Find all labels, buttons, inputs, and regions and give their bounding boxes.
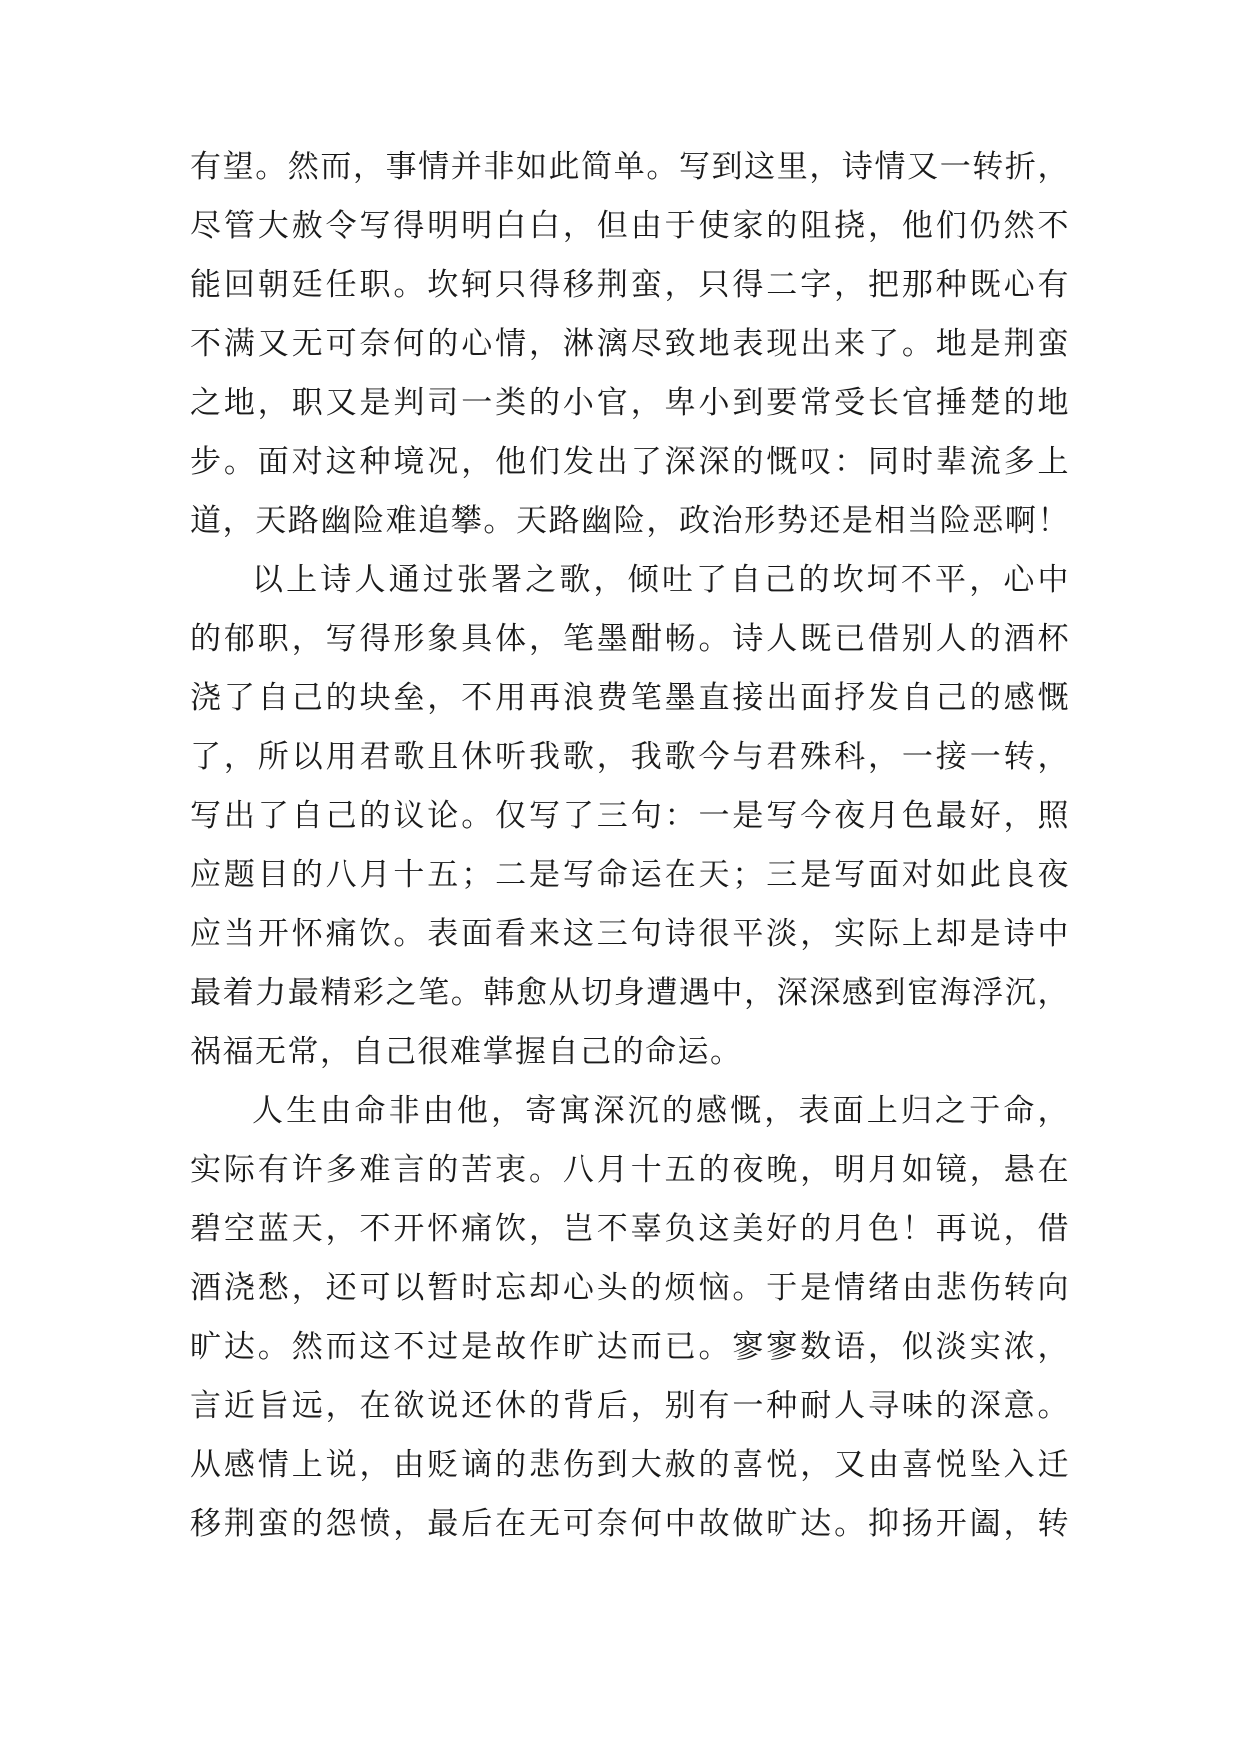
text-line: 有望。然而，事情并非如此简单。写到这里，诗情又一转折， [190, 149, 1070, 185]
text-line: 了，所以用君歌且休听我歌，我歌今与君殊科，一接一转， [190, 739, 1070, 775]
text-line: 道，天路幽险难追攀。天路幽险，政治形势还是相当险恶啊！ [190, 503, 1070, 539]
paragraph-2 [190, 551, 1070, 1082]
text-line: 以上诗人通过张署之歌，倾吐了自己的坎坷不平，心中 [252, 562, 1070, 598]
document-page [190, 138, 1070, 1554]
text-line: 应题目的八月十五；二是写命运在天；三是写面对如此良夜 [190, 857, 1070, 893]
paragraph-3 [190, 1082, 1070, 1554]
text-line: 移荆蛮的怨愤，最后在无可奈何中故做旷达。抑扬开阖，转 [190, 1506, 1070, 1542]
text-line: 祸福无常，自己很难掌握自己的命运。 [190, 1034, 743, 1070]
text-line: 不满又无可奈何的心情，淋漓尽致地表现出来了。地是荆蛮 [190, 326, 1070, 362]
text-line: 实际有许多难言的苦衷。八月十五的夜晚，明月如镜，悬在 [190, 1152, 1070, 1188]
text-line: 步。面对这种境况，他们发出了深深的慨叹：同时辈流多上 [190, 444, 1070, 480]
text-line: 之地，职又是判司一类的小官，卑小到要常受长官捶楚的地 [190, 385, 1070, 421]
text-line: 人生由命非由他，寄寓深沉的感慨，表面上归之于命， [252, 1093, 1070, 1129]
text-line: 旷达。然而这不过是故作旷达而已。寥寥数语，似淡实浓， [190, 1329, 1070, 1365]
paragraph-1 [190, 138, 1070, 551]
text-line: 应当开怀痛饮。表面看来这三句诗很平淡，实际上却是诗中 [190, 916, 1070, 952]
text-line: 尽管大赦令写得明明白白，但由于使家的阻挠，他们仍然不 [190, 208, 1070, 244]
text-line: 写出了自己的议论。仅写了三句：一是写今夜月色最好，照 [190, 798, 1070, 834]
text-line: 从感情上说，由贬谪的悲伤到大赦的喜悦，又由喜悦坠入迁 [190, 1447, 1070, 1483]
text-line: 言近旨远，在欲说还休的背后，别有一种耐人寻味的深意。 [190, 1388, 1070, 1424]
text-line: 能回朝廷任职。坎轲只得移荆蛮，只得二字，把那种既心有 [190, 267, 1070, 303]
text-line: 酒浇愁，还可以暂时忘却心头的烦恼。于是情绪由悲伤转向 [190, 1270, 1070, 1306]
text-line: 的郁职，写得形象具体，笔墨酣畅。诗人既已借别人的酒杯 [190, 621, 1070, 657]
text-line: 碧空蓝天，不开怀痛饮，岂不辜负这美好的月色！再说，借 [190, 1211, 1070, 1247]
text-line: 浇了自己的块垒，不用再浪费笔墨直接出面抒发自己的感慨 [190, 680, 1070, 716]
text-line: 最着力最精彩之笔。韩愈从切身遭遇中，深深感到宦海浮沉， [190, 975, 1070, 1011]
